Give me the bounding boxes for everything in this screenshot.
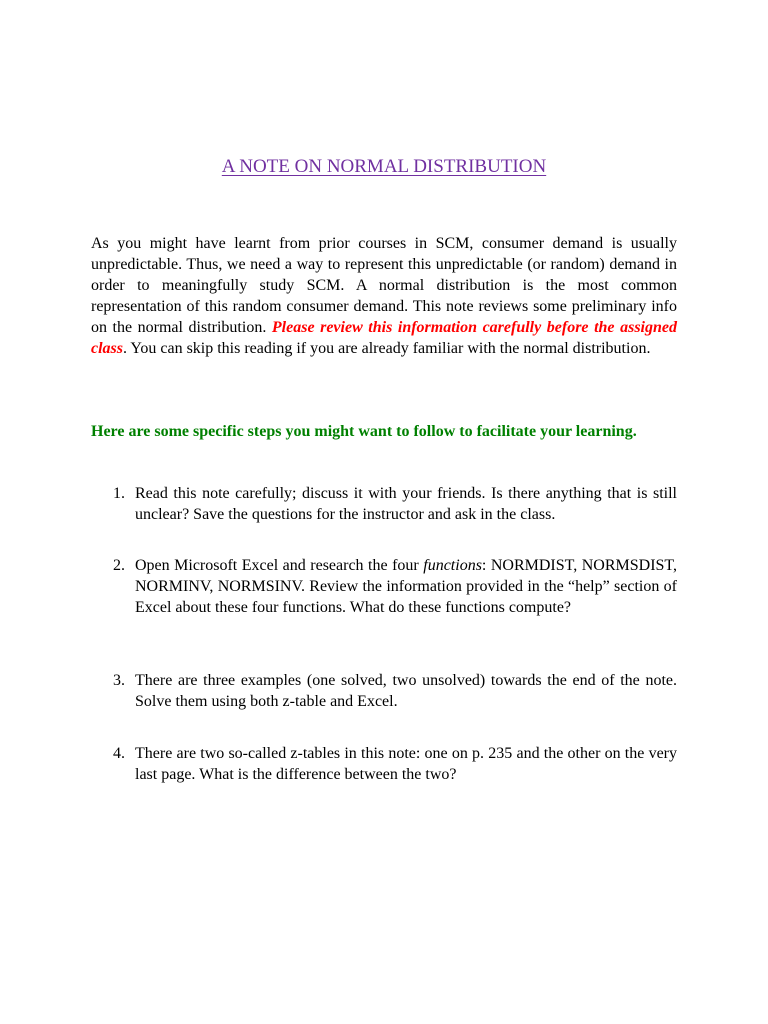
list-item — [113, 483, 677, 525]
document-title-text: A NOTE ON NORMAL DISTRIBUTION — [221, 156, 547, 177]
document-title — [0, 155, 768, 179]
list-item — [113, 555, 677, 618]
intro-emphasis: Please review this information carefully before the assigned class — [91, 319, 677, 357]
list-item-text: Read this note carefully; discuss it with your friends. Is there anything that is still unclear? Save the questions for the instructor and ask in the class. — [135, 485, 677, 523]
list-item-number: 4. — [113, 745, 125, 762]
list-item-number: 2. — [113, 557, 125, 574]
list-item-text: There are three examples (one solved, two unsolved) towards the end of the note. Solve them using both z-table and Excel. — [135, 672, 677, 710]
list-item — [113, 743, 677, 785]
list-item-text: There are two so-called z-tables in this note: one on p. 235 and the other on the very last page. What is the difference between the two? — [135, 745, 677, 783]
list-item-number: 1. — [113, 485, 125, 502]
intro-paragraph — [91, 233, 677, 359]
list-item-text — [135, 555, 677, 618]
intro-text-2: . You can skip this reading if you are already familiar with the normal distribution. — [123, 340, 651, 357]
intro-text-1: As you might have learnt from prior courses in SCM, consumer demand is usually unpredictable. Thus, we need a way to represent this unpredictable (or random) demand in order to meaningfully study SCM. A normal distribution is the most common representation of this random consumer demand. This note reviews some preliminary info on the normal distribution. — [91, 235, 677, 336]
list-item-number: 3. — [113, 672, 125, 689]
list-item-italic-word: functions — [423, 557, 482, 574]
list-item-text-part-1: Open Microsoft Excel and research the four — [135, 557, 424, 574]
list-item — [113, 670, 677, 712]
list-item-text-part-2: : NORMDIST, NORMSDIST, NORMINV, NORMSINV. Review the information provided in the “help” section of Excel about these four functions. What do these functions compute? — [135, 557, 678, 616]
steps-intro-paragraph: Here are some specific steps you might want to follow to facilitate your learning. — [91, 423, 637, 440]
